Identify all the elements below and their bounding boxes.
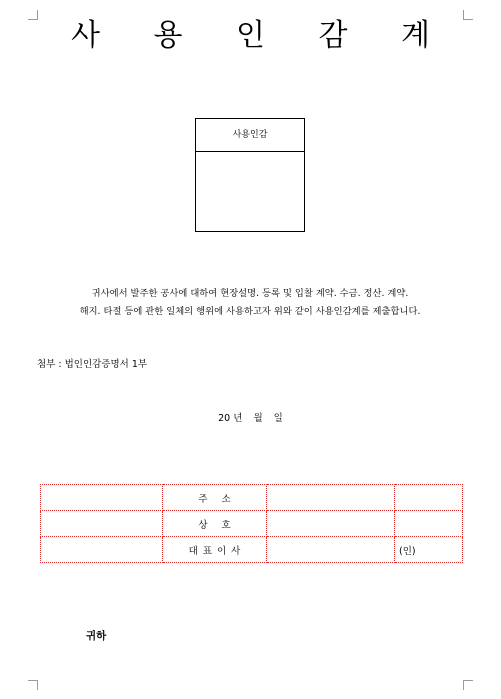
company-info-table bbox=[40, 484, 463, 563]
table-cell-blank bbox=[41, 537, 163, 563]
representative-label: 대표이사 bbox=[163, 537, 267, 563]
declaration-line-1: 귀사에서 발주한 공사에 대하여 현장설명. 등록 및 입찰 계약. 수금. 정산. 계약. bbox=[91, 288, 409, 299]
company-name-extra-field[interactable] bbox=[395, 511, 463, 537]
date-day: 일 bbox=[273, 413, 283, 424]
address-extra-field[interactable] bbox=[395, 485, 463, 511]
date-line bbox=[0, 410, 501, 424]
company-name-label: 상호 bbox=[163, 511, 267, 537]
seal-box bbox=[195, 118, 305, 232]
document-title: 사 용 인 감 계 bbox=[70, 18, 453, 53]
crop-mark-bottom-left bbox=[28, 680, 38, 690]
date-year: 20 년 bbox=[218, 413, 243, 424]
company-name-field[interactable] bbox=[267, 511, 395, 537]
seal-mark-text: (인) bbox=[395, 537, 463, 563]
table-row-company-name bbox=[41, 511, 463, 537]
declaration-text bbox=[34, 285, 466, 321]
crop-mark-bottom-right bbox=[463, 680, 473, 690]
table-cell-blank bbox=[41, 511, 163, 537]
table-cell-blank bbox=[41, 485, 163, 511]
table-row-representative bbox=[41, 537, 463, 563]
address-label: 주소 bbox=[163, 485, 267, 511]
seal-box-label: 사용인감 bbox=[196, 119, 304, 152]
declaration-line-2: 해지. 타절 등에 관한 일체의 행위에 사용하고자 위와 같이 사용인감계를 제출합니다. bbox=[79, 306, 421, 317]
addressee: 귀하 bbox=[86, 630, 107, 642]
date-month: 월 bbox=[253, 413, 263, 424]
attachment-note: 첨부 : 법인인감증명서 1부 bbox=[37, 359, 148, 370]
address-field[interactable] bbox=[267, 485, 395, 511]
representative-field[interactable] bbox=[267, 537, 395, 563]
table-row-address bbox=[41, 485, 463, 511]
